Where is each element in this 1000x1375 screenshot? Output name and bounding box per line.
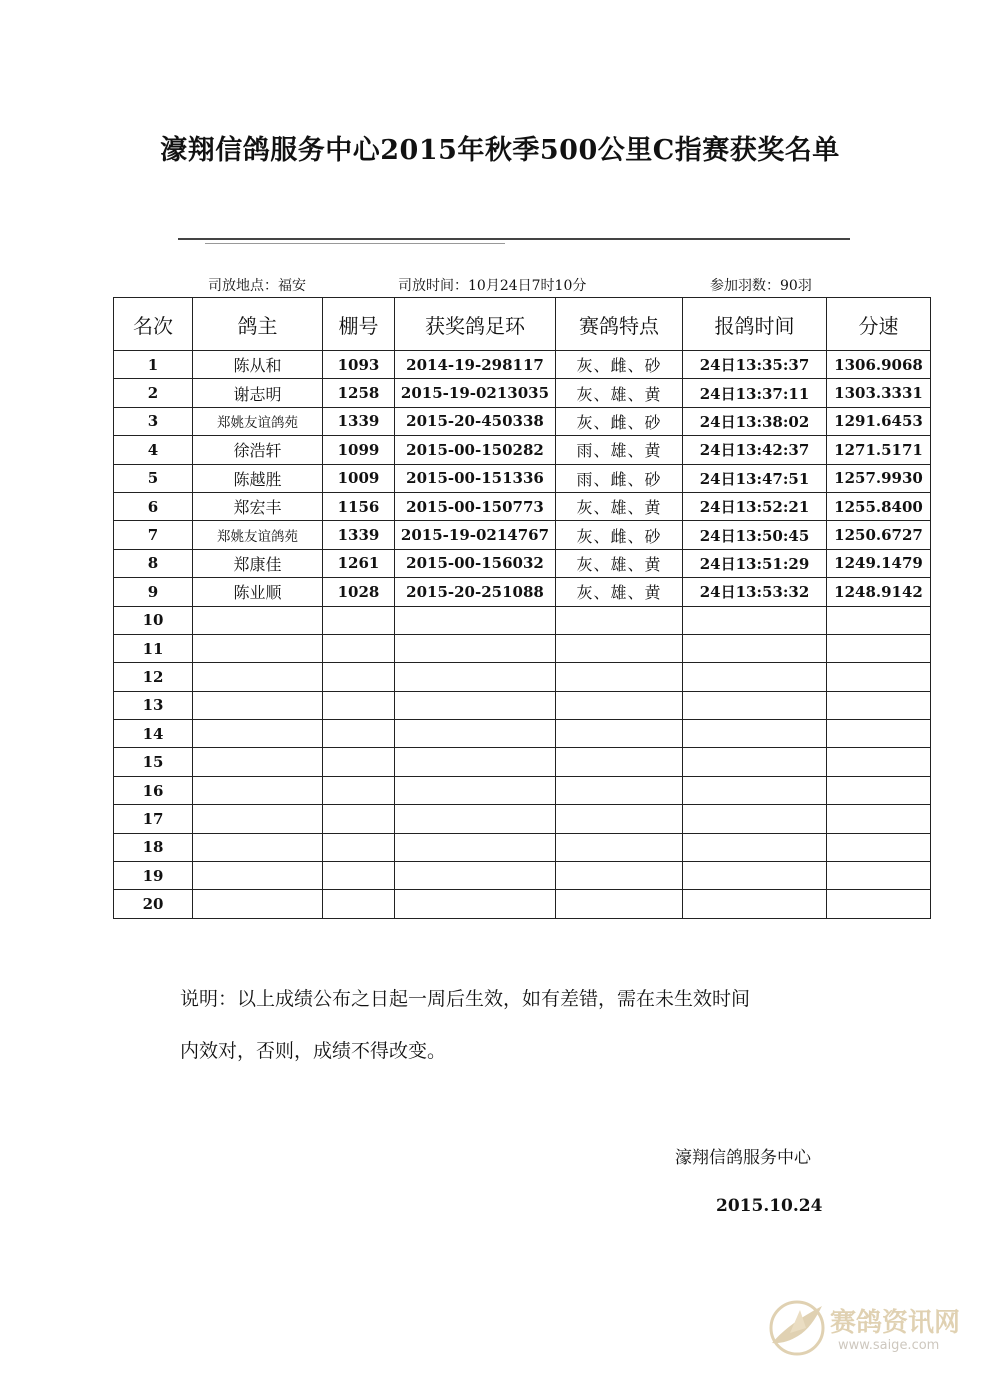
cell-time [683, 890, 827, 918]
table-row [114, 549, 931, 577]
cell-feature: 灰、雌、砂 [556, 521, 683, 549]
cell-feature [556, 691, 683, 719]
cell-ring: 2015-00-150773 [395, 492, 556, 520]
cell-rank: 2 [114, 379, 193, 407]
cell-time [683, 691, 827, 719]
cell-speed [827, 606, 931, 634]
table-row [114, 464, 931, 492]
cell-feature [556, 748, 683, 776]
cell-owner: 谢志明 [193, 379, 323, 407]
cell-feature: 灰、雄、黄 [556, 549, 683, 577]
cell-time [683, 805, 827, 833]
cell-owner [193, 691, 323, 719]
table-row [114, 351, 931, 379]
cell-owner [193, 862, 323, 890]
cell-time [683, 606, 827, 634]
cell-ring [395, 776, 556, 804]
cell-feature: 灰、雄、黄 [556, 492, 683, 520]
cell-loft [323, 606, 395, 634]
cell-ring [395, 606, 556, 634]
cell-ring [395, 890, 556, 918]
cell-rank: 6 [114, 492, 193, 520]
cell-feature: 灰、雄、黄 [556, 578, 683, 606]
cell-ring: 2015-00-151336 [395, 464, 556, 492]
cell-loft: 1009 [323, 464, 395, 492]
cell-owner [193, 890, 323, 918]
table-row [114, 862, 931, 890]
watermark [760, 1288, 980, 1363]
cell-speed: 1249.1479 [827, 549, 931, 577]
table-row [114, 748, 931, 776]
cell-ring [395, 663, 556, 691]
cell-loft: 1093 [323, 351, 395, 379]
cell-feature [556, 720, 683, 748]
cell-time: 24日13:47:51 [683, 464, 827, 492]
cell-speed [827, 720, 931, 748]
cell-speed [827, 862, 931, 890]
cell-speed [827, 890, 931, 918]
cell-speed: 1255.8400 [827, 492, 931, 520]
cell-speed [827, 748, 931, 776]
signature-org: 濠翔信鸽服务中心 [675, 1148, 811, 1168]
cell-feature [556, 776, 683, 804]
cell-ring: 2015-20-251088 [395, 578, 556, 606]
cell-time: 24日13:50:45 [683, 521, 827, 549]
cell-ring: 2014-19-298117 [395, 351, 556, 379]
cell-owner [193, 833, 323, 861]
cell-rank: 4 [114, 436, 193, 464]
cell-loft: 1261 [323, 549, 395, 577]
cell-time: 24日13:35:37 [683, 351, 827, 379]
cell-feature [556, 805, 683, 833]
cell-rank: 20 [114, 890, 193, 918]
cell-speed: 1291.6453 [827, 407, 931, 435]
cell-speed: 1248.9142 [827, 578, 931, 606]
cell-loft [323, 663, 395, 691]
col-header-loft: 棚号 [323, 298, 395, 351]
cell-owner: 陈业顺 [193, 578, 323, 606]
col-header-owner: 鸽主 [193, 298, 323, 351]
cell-rank: 16 [114, 776, 193, 804]
cell-owner [193, 748, 323, 776]
cell-rank: 11 [114, 634, 193, 662]
cell-ring: 2015-20-450338 [395, 407, 556, 435]
cell-speed [827, 776, 931, 804]
cell-time: 24日13:38:02 [683, 407, 827, 435]
col-header-time: 报鸽时间 [683, 298, 827, 351]
cell-loft: 1099 [323, 436, 395, 464]
cell-owner: 徐浩轩 [193, 436, 323, 464]
cell-feature [556, 862, 683, 890]
cell-loft [323, 634, 395, 662]
cell-rank: 8 [114, 549, 193, 577]
cell-owner: 郑姚友谊鸽苑 [193, 407, 323, 435]
cell-rank: 3 [114, 407, 193, 435]
cell-feature: 灰、雄、黄 [556, 379, 683, 407]
table-row [114, 720, 931, 748]
cell-rank: 15 [114, 748, 193, 776]
cell-ring: 2015-19-0213035 [395, 379, 556, 407]
cell-ring: 2015-00-150282 [395, 436, 556, 464]
col-header-rank: 名次 [114, 298, 193, 351]
cell-owner: 郑康佳 [193, 549, 323, 577]
cell-time [683, 776, 827, 804]
table-row [114, 492, 931, 520]
cell-speed: 1303.3331 [827, 379, 931, 407]
cell-loft [323, 691, 395, 719]
results-table [113, 297, 931, 919]
participant-count: 参加羽数：90羽 [710, 278, 812, 294]
cell-speed [827, 833, 931, 861]
cell-time [683, 748, 827, 776]
cell-feature [556, 634, 683, 662]
col-header-speed: 分速 [827, 298, 931, 351]
cell-ring [395, 748, 556, 776]
cell-feature: 雨、雄、黄 [556, 436, 683, 464]
cell-feature: 雨、雌、砂 [556, 464, 683, 492]
cell-speed [827, 805, 931, 833]
title-rule-thin [205, 243, 505, 244]
cell-loft [323, 720, 395, 748]
cell-owner: 陈越胜 [193, 464, 323, 492]
note-line-1: 说明：以上成绩公布之日起一周后生效，如有差错，需在未生效时间 [180, 988, 751, 1010]
cell-owner [193, 663, 323, 691]
cell-rank: 10 [114, 606, 193, 634]
cell-feature [556, 606, 683, 634]
table-row [114, 634, 931, 662]
table-row [114, 521, 931, 549]
cell-rank: 18 [114, 833, 193, 861]
cell-speed: 1257.9930 [827, 464, 931, 492]
cell-rank: 13 [114, 691, 193, 719]
cell-owner [193, 634, 323, 662]
table-row [114, 436, 931, 464]
cell-rank: 5 [114, 464, 193, 492]
cell-rank: 7 [114, 521, 193, 549]
cell-ring [395, 805, 556, 833]
cell-feature: 灰、雌、砂 [556, 407, 683, 435]
cell-loft: 1339 [323, 521, 395, 549]
cell-time: 24日13:53:32 [683, 578, 827, 606]
cell-ring [395, 691, 556, 719]
table-row [114, 578, 931, 606]
release-time: 司放时间：10月24日7时10分 [398, 278, 587, 294]
cell-time [683, 720, 827, 748]
cell-speed: 1250.6727 [827, 521, 931, 549]
cell-ring: 2015-19-0214767 [395, 521, 556, 549]
cell-speed [827, 691, 931, 719]
table-row [114, 833, 931, 861]
cell-time: 24日13:42:37 [683, 436, 827, 464]
cell-owner [193, 776, 323, 804]
cell-feature [556, 833, 683, 861]
cell-ring [395, 720, 556, 748]
cell-feature: 灰、雌、砂 [556, 351, 683, 379]
cell-loft [323, 890, 395, 918]
cell-owner [193, 606, 323, 634]
cell-time [683, 862, 827, 890]
cell-owner: 陈从和 [193, 351, 323, 379]
cell-owner: 郑姚友谊鸽苑 [193, 521, 323, 549]
table-row [114, 691, 931, 719]
cell-loft [323, 862, 395, 890]
table-header-row [114, 298, 931, 351]
cell-time [683, 833, 827, 861]
cell-owner: 郑宏丰 [193, 492, 323, 520]
table-row [114, 805, 931, 833]
cell-rank: 12 [114, 663, 193, 691]
cell-owner [193, 720, 323, 748]
cell-time: 24日13:37:11 [683, 379, 827, 407]
cell-rank: 9 [114, 578, 193, 606]
cell-speed: 1271.5171 [827, 436, 931, 464]
cell-speed: 1306.9068 [827, 351, 931, 379]
cell-ring [395, 862, 556, 890]
cell-owner [193, 805, 323, 833]
cell-loft: 1339 [323, 407, 395, 435]
cell-time: 24日13:51:29 [683, 549, 827, 577]
cell-rank: 14 [114, 720, 193, 748]
cell-loft [323, 776, 395, 804]
table-row [114, 407, 931, 435]
table-row [114, 776, 931, 804]
cell-time: 24日13:52:21 [683, 492, 827, 520]
cell-loft: 1028 [323, 578, 395, 606]
cell-feature [556, 663, 683, 691]
cell-ring: 2015-00-156032 [395, 549, 556, 577]
cell-loft [323, 805, 395, 833]
col-header-feature: 赛鸽特点 [556, 298, 683, 351]
cell-speed [827, 634, 931, 662]
title-rule [178, 238, 850, 240]
cell-time [683, 663, 827, 691]
table-row [114, 379, 931, 407]
page-title: 濠翔信鸽服务中心2015年秋季500公里C指赛获奖名单 [160, 135, 840, 166]
cell-loft [323, 748, 395, 776]
release-location: 司放地点：福安 [208, 278, 306, 294]
cell-speed [827, 663, 931, 691]
table-row [114, 663, 931, 691]
cell-rank: 1 [114, 351, 193, 379]
cell-ring [395, 634, 556, 662]
cell-time [683, 634, 827, 662]
cell-rank: 19 [114, 862, 193, 890]
cell-ring [395, 833, 556, 861]
cell-rank: 17 [114, 805, 193, 833]
cell-loft [323, 833, 395, 861]
watermark-text: 赛鸽资讯网 [830, 1308, 961, 1338]
pigeon-logo-icon [760, 1288, 835, 1363]
cell-loft: 1258 [323, 379, 395, 407]
table-row [114, 890, 931, 918]
table-row [114, 606, 931, 634]
col-header-ring: 获奖鸽足环 [395, 298, 556, 351]
signature-date: 2015.10.24 [716, 1196, 823, 1216]
cell-loft: 1156 [323, 492, 395, 520]
cell-feature [556, 890, 683, 918]
watermark-url: www.saige.com [838, 1338, 940, 1353]
note-line-2: 内效对，否则，成绩不得改变。 [180, 1040, 447, 1062]
